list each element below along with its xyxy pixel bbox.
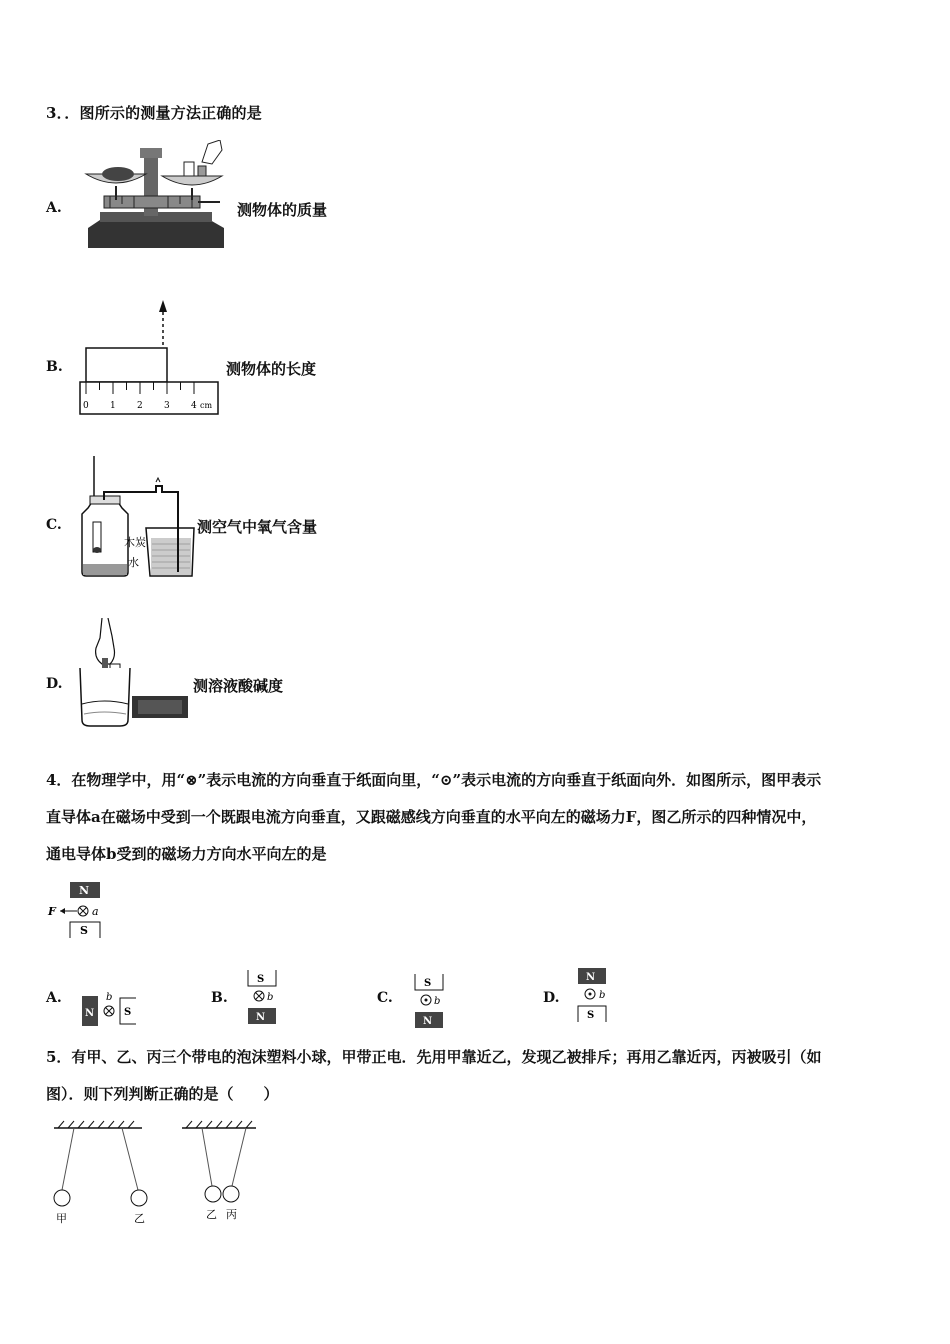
- water-label: 水: [128, 556, 139, 569]
- ruler-measurement-illustration: [76, 296, 222, 418]
- q5-line-2: 图）．则下列判断正确的是（ ）: [46, 1085, 279, 1103]
- figure-jia: [46, 880, 110, 942]
- ruler-tick-2: 2: [137, 401, 143, 411]
- q3-option-b-caption: 测物体的长度: [226, 360, 317, 378]
- q4a-s: S: [124, 1007, 132, 1018]
- q3-option-c-label[interactable]: C.: [46, 517, 62, 533]
- q4-option-b-label[interactable]: B.: [211, 990, 228, 1006]
- ball-label-bing: 丙: [226, 1208, 237, 1221]
- ball-label-yi: 乙: [134, 1212, 145, 1225]
- q4-option-a-label[interactable]: A.: [46, 990, 62, 1006]
- q4-line-3: 通电导体b受到的磁场力方向水平向左的是: [46, 845, 327, 863]
- q4-line-2: 直导体a在磁场中受到一个既跟电流方向垂直，又跟磁感线方向垂直的水平向左的磁场力F，图乙所示的四种情况中，: [46, 808, 817, 826]
- q4-option-d-label[interactable]: D.: [543, 990, 560, 1006]
- q4-option-c-figure: [411, 970, 447, 1030]
- q4d-n: N: [586, 972, 596, 983]
- q4c-s: S: [424, 978, 432, 989]
- q4d-b: b: [599, 990, 606, 1001]
- q4a-b: b: [106, 992, 113, 1003]
- ph-test-illustration: [76, 618, 190, 728]
- q4-option-b-figure: [244, 966, 280, 1026]
- q4b-s: S: [257, 974, 265, 985]
- q3-option-b-label[interactable]: B.: [46, 359, 63, 375]
- fig-jia-f: F: [48, 905, 56, 918]
- q4c-n: N: [423, 1016, 433, 1027]
- q4d-s: S: [587, 1010, 595, 1021]
- q3-option-c-caption: 测空气中氧气含量: [197, 518, 318, 536]
- q3-option-d-caption: 测溶液酸碱度: [193, 677, 284, 695]
- charcoal-label: 木炭: [124, 536, 146, 549]
- ruler-tick-1: 1: [110, 401, 116, 411]
- q4b-n: N: [256, 1012, 266, 1023]
- fig-jia-s: S: [80, 924, 88, 937]
- q4-option-d-figure: [574, 966, 614, 1026]
- q5-line-1: 5．有甲、乙、丙三个带电的泡沫塑料小球，甲带正电．先用甲靠近乙，发现乙被排斥；再用乙靠近丙，丙被吸引（如: [46, 1048, 822, 1066]
- ruler-tick-0: 0: [83, 401, 89, 411]
- charged-balls-illustration: [46, 1120, 260, 1230]
- q4-option-c-label[interactable]: C.: [377, 990, 393, 1006]
- q4c-b: b: [434, 996, 441, 1007]
- ruler-tick-4: 4: [191, 401, 197, 411]
- ruler-tick-3: 3: [164, 401, 170, 411]
- ruler-unit: cm: [200, 401, 213, 410]
- q3-stem: 3．．图所示的测量方法正确的是: [46, 104, 262, 122]
- fig-jia-n: N: [79, 884, 90, 897]
- q4b-b: b: [267, 992, 274, 1003]
- balance-scale-illustration: [80, 140, 230, 252]
- q3-option-d-label[interactable]: D.: [46, 676, 63, 692]
- q3-option-a-caption: 测物体的质量: [237, 201, 328, 219]
- q3-option-a-label[interactable]: A.: [46, 200, 62, 216]
- fig-jia-a: a: [92, 905, 99, 918]
- q4a-n: N: [85, 1008, 95, 1019]
- q4-option-a-figure: [78, 990, 140, 1028]
- ball-label-yi-2: 乙: [206, 1208, 217, 1221]
- ball-label-jia: 甲: [56, 1212, 67, 1225]
- oxygen-content-apparatus: [74, 452, 198, 580]
- q4-line-1: 4．在物理学中，用“⊗”表示电流的方向垂直于纸面向里，“⊙”表示电流的方向垂直于纸面向外．如图所示，图甲表示: [46, 771, 822, 789]
